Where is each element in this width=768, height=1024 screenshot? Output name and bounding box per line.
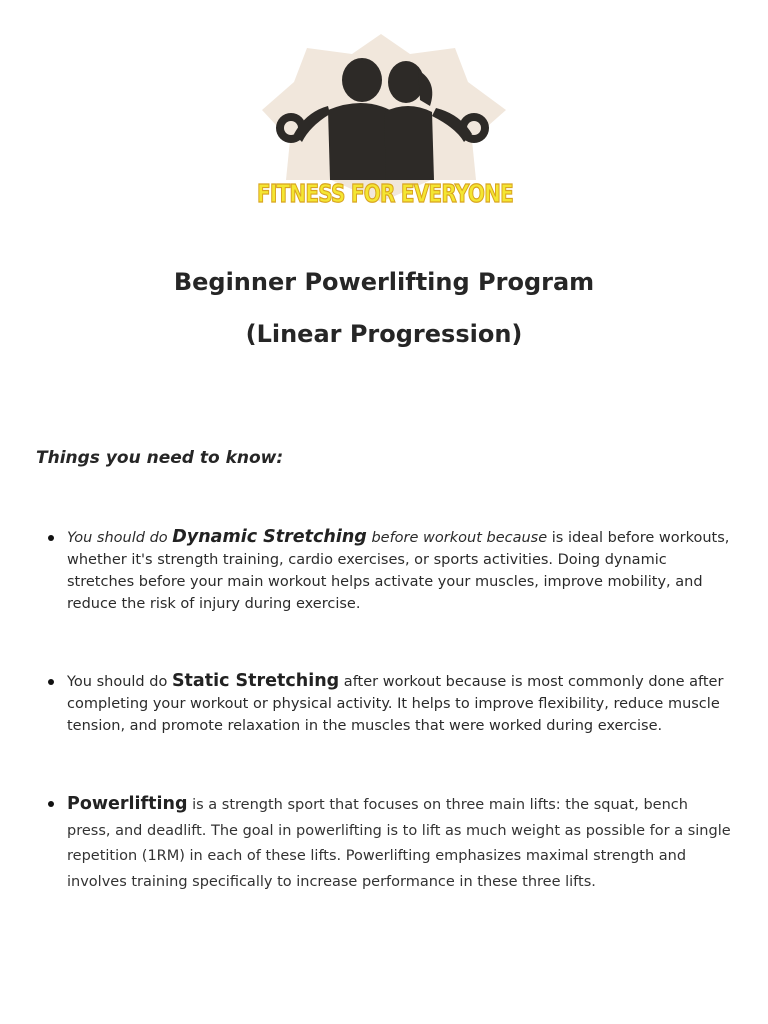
- list-item-static-stretching: [67, 670, 735, 737]
- section-heading: Things you need to know:: [36, 448, 284, 468]
- bullet-lead: You should do: [67, 530, 173, 546]
- fitness-for-everyone-logo: [250, 30, 520, 215]
- bullet-lead: You should do: [67, 674, 172, 690]
- logo-graphic: [250, 30, 520, 215]
- page-subtitle: (Linear Progression): [245, 320, 523, 348]
- bullet-body: is a strength sport that focuses on three main lifts: the squat, bench press, and deadlift. The goal in powerlifting is to lift as much weight as possible for a single repetition (1RM) in each of these lifts. Powerlifting emphasizes maximal strength and involves training specifically to increase performance in these three lifts.: [67, 797, 731, 890]
- list-item-dynamic-stretching: [67, 526, 735, 615]
- bullet-body: is ideal before workouts, whether it's strength training, cardio exercises, or sports activities. Doing dynamic stretches before your main workout helps activate your muscles, improve mobility, and reduce the risk of injury during exercise.: [67, 530, 730, 612]
- logo-wordmark: FITNESS FOR EVERYONE: [257, 179, 513, 208]
- page-title: Beginner Powerlifting Program: [173, 268, 595, 296]
- bullet-term: Dynamic Stretching: [172, 527, 367, 547]
- bullet-mid: before workout because: [366, 530, 548, 546]
- bullet-term: Static Stretching: [171, 671, 340, 691]
- list-item-powerlifting: [67, 792, 735, 895]
- bullet-term: Powerlifting: [67, 794, 188, 814]
- bullet-body: after workout because is most commonly done after completing your workout or physical activity. It helps to improve flexibility, reduce muscle tension, and promote relaxation in the muscles that were worked during exercise.: [67, 674, 724, 734]
